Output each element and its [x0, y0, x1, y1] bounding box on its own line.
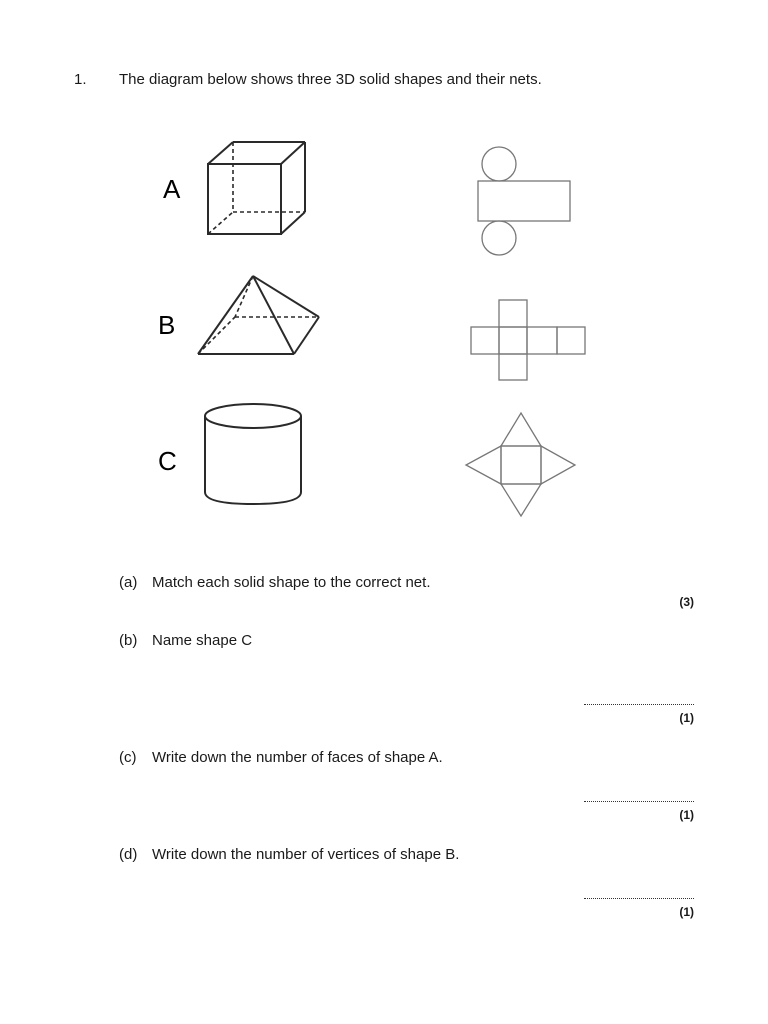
shape-a-label: A: [163, 174, 181, 204]
part-a-marks: (3): [679, 595, 694, 609]
part-c-answer-line[interactable]: [584, 801, 694, 802]
pyramid-net: [466, 413, 575, 516]
shape-c-label: C: [158, 446, 177, 476]
part-b-marks: (1): [679, 711, 694, 725]
part-b-letter: (b): [119, 632, 138, 649]
part-c: [119, 749, 443, 766]
part-d-text: Write down the number of vertices of shape B.: [152, 846, 460, 863]
shape-b-label: B: [158, 310, 176, 340]
cube-net: [471, 300, 585, 380]
part-d-answer-line[interactable]: [584, 898, 694, 899]
part-c-marks: (1): [679, 808, 694, 822]
part-d-letter: (d): [119, 846, 138, 863]
pyramid-solid: [198, 276, 319, 354]
part-b: [119, 632, 252, 649]
question-number: 1.: [74, 71, 87, 88]
question-intro: The diagram below shows three 3D solid shapes and their nets.: [119, 71, 542, 88]
part-c-text: Write down the number of faces of shape A.: [152, 749, 443, 766]
cylinder-solid: [205, 404, 301, 504]
part-a-text: Match each solid shape to the correct net.: [152, 574, 431, 591]
cylinder-net: [478, 147, 570, 255]
part-d: [119, 846, 459, 863]
part-d-marks: (1): [679, 905, 694, 919]
part-a: [119, 574, 431, 591]
part-b-text: Name shape C: [152, 632, 253, 649]
part-b-answer-line[interactable]: [584, 704, 694, 705]
part-c-letter: (c): [119, 749, 137, 766]
part-a-letter: (a): [119, 574, 138, 591]
cube-solid: [208, 142, 305, 234]
